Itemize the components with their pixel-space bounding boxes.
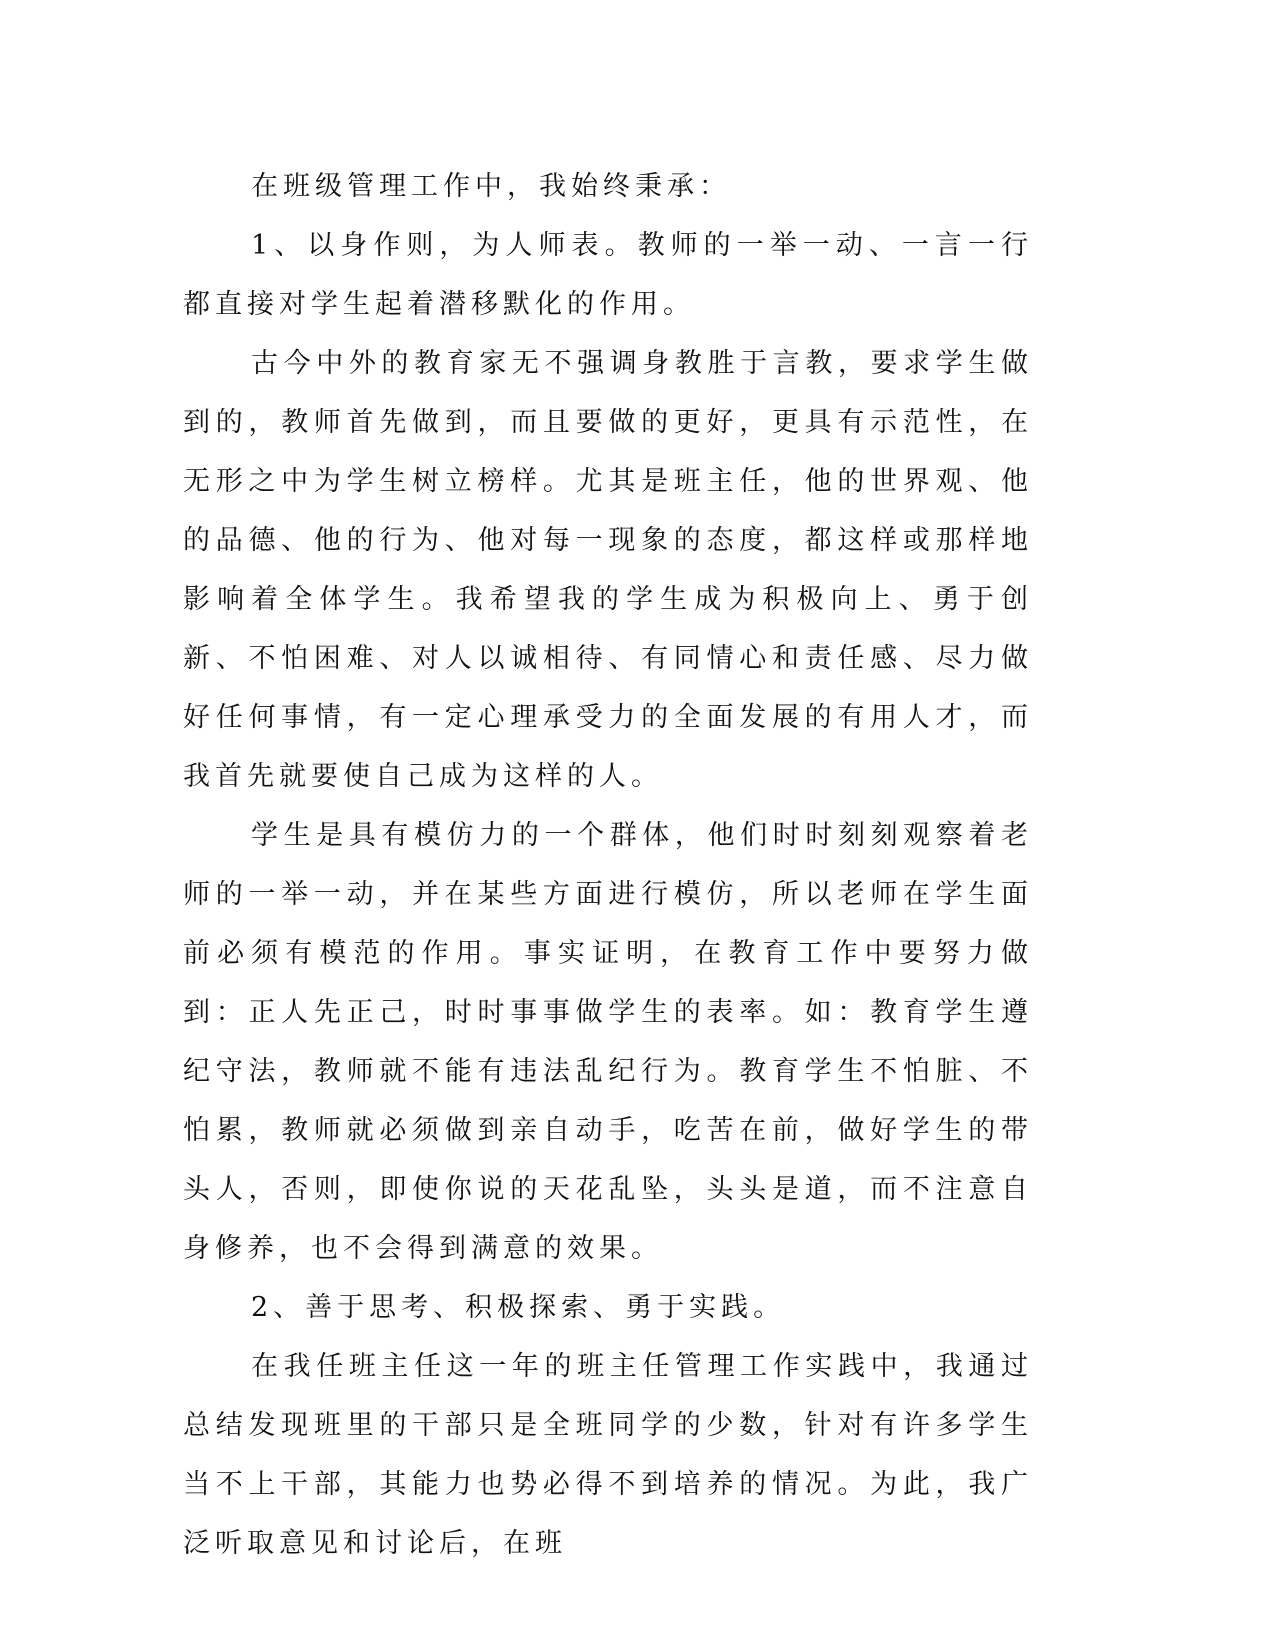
paragraph-teaching-by-example: 古今中外的教育家无不强调身教胜于言教，要求学生做到的，教师首先做到，而且要做的更好，更具有示范性，在无形之中为学生树立榜样。尤其是班主任，他的世界观、他的品德、他的行为、他对每一现象的态度，都这样或那样地影响着全体学生。我希望我的学生成为积极向上、勇于创新、不怕困难、对人以诚相待、有同情心和责任感、尽力做好任何事情，有一定心理承受力的全面发展的有用人才，而我首先就要使自己成为这样的人。	[183, 348, 1033, 792]
document-body	[183, 157, 1033, 1573]
paragraph-point-1: 1、以身作则，为人师表。教师的一举一动、一言一行都直接对学生起着潜移默化的作用。	[183, 230, 1033, 320]
paragraph-intro: 在班级管理工作中，我始终秉承：	[251, 171, 731, 202]
paragraph-class-cadres: 在我任班主任这一年的班主任管理工作实践中，我通过总结发现班里的干部只是全班同学的少数，针对有许多学生当不上干部，其能力也势必得不到培养的情况。为此，我广泛听取意见和讨论后，在班	[183, 1351, 1033, 1559]
paragraph-imitation: 学生是具有模仿力的一个群体，他们时时刻刻观察着老师的一举一动，并在某些方面进行模仿，所以老师在学生面前必须有模范的作用。事实证明，在教育工作中要努力做到：正人先正己，时时事事做学生的表率。如：教育学生遵纪守法，教师就不能有违法乱纪行为。教育学生不怕脏、不怕累，教师就必须做到亲自动手，吃苦在前，做好学生的带头人，否则，即使你说的天花乱坠，头头是道，而不注意自身修养，也不会得到满意的效果。	[183, 820, 1033, 1264]
paragraph-point-2: 2、善于思考、积极探索、勇于实践。	[251, 1292, 786, 1323]
